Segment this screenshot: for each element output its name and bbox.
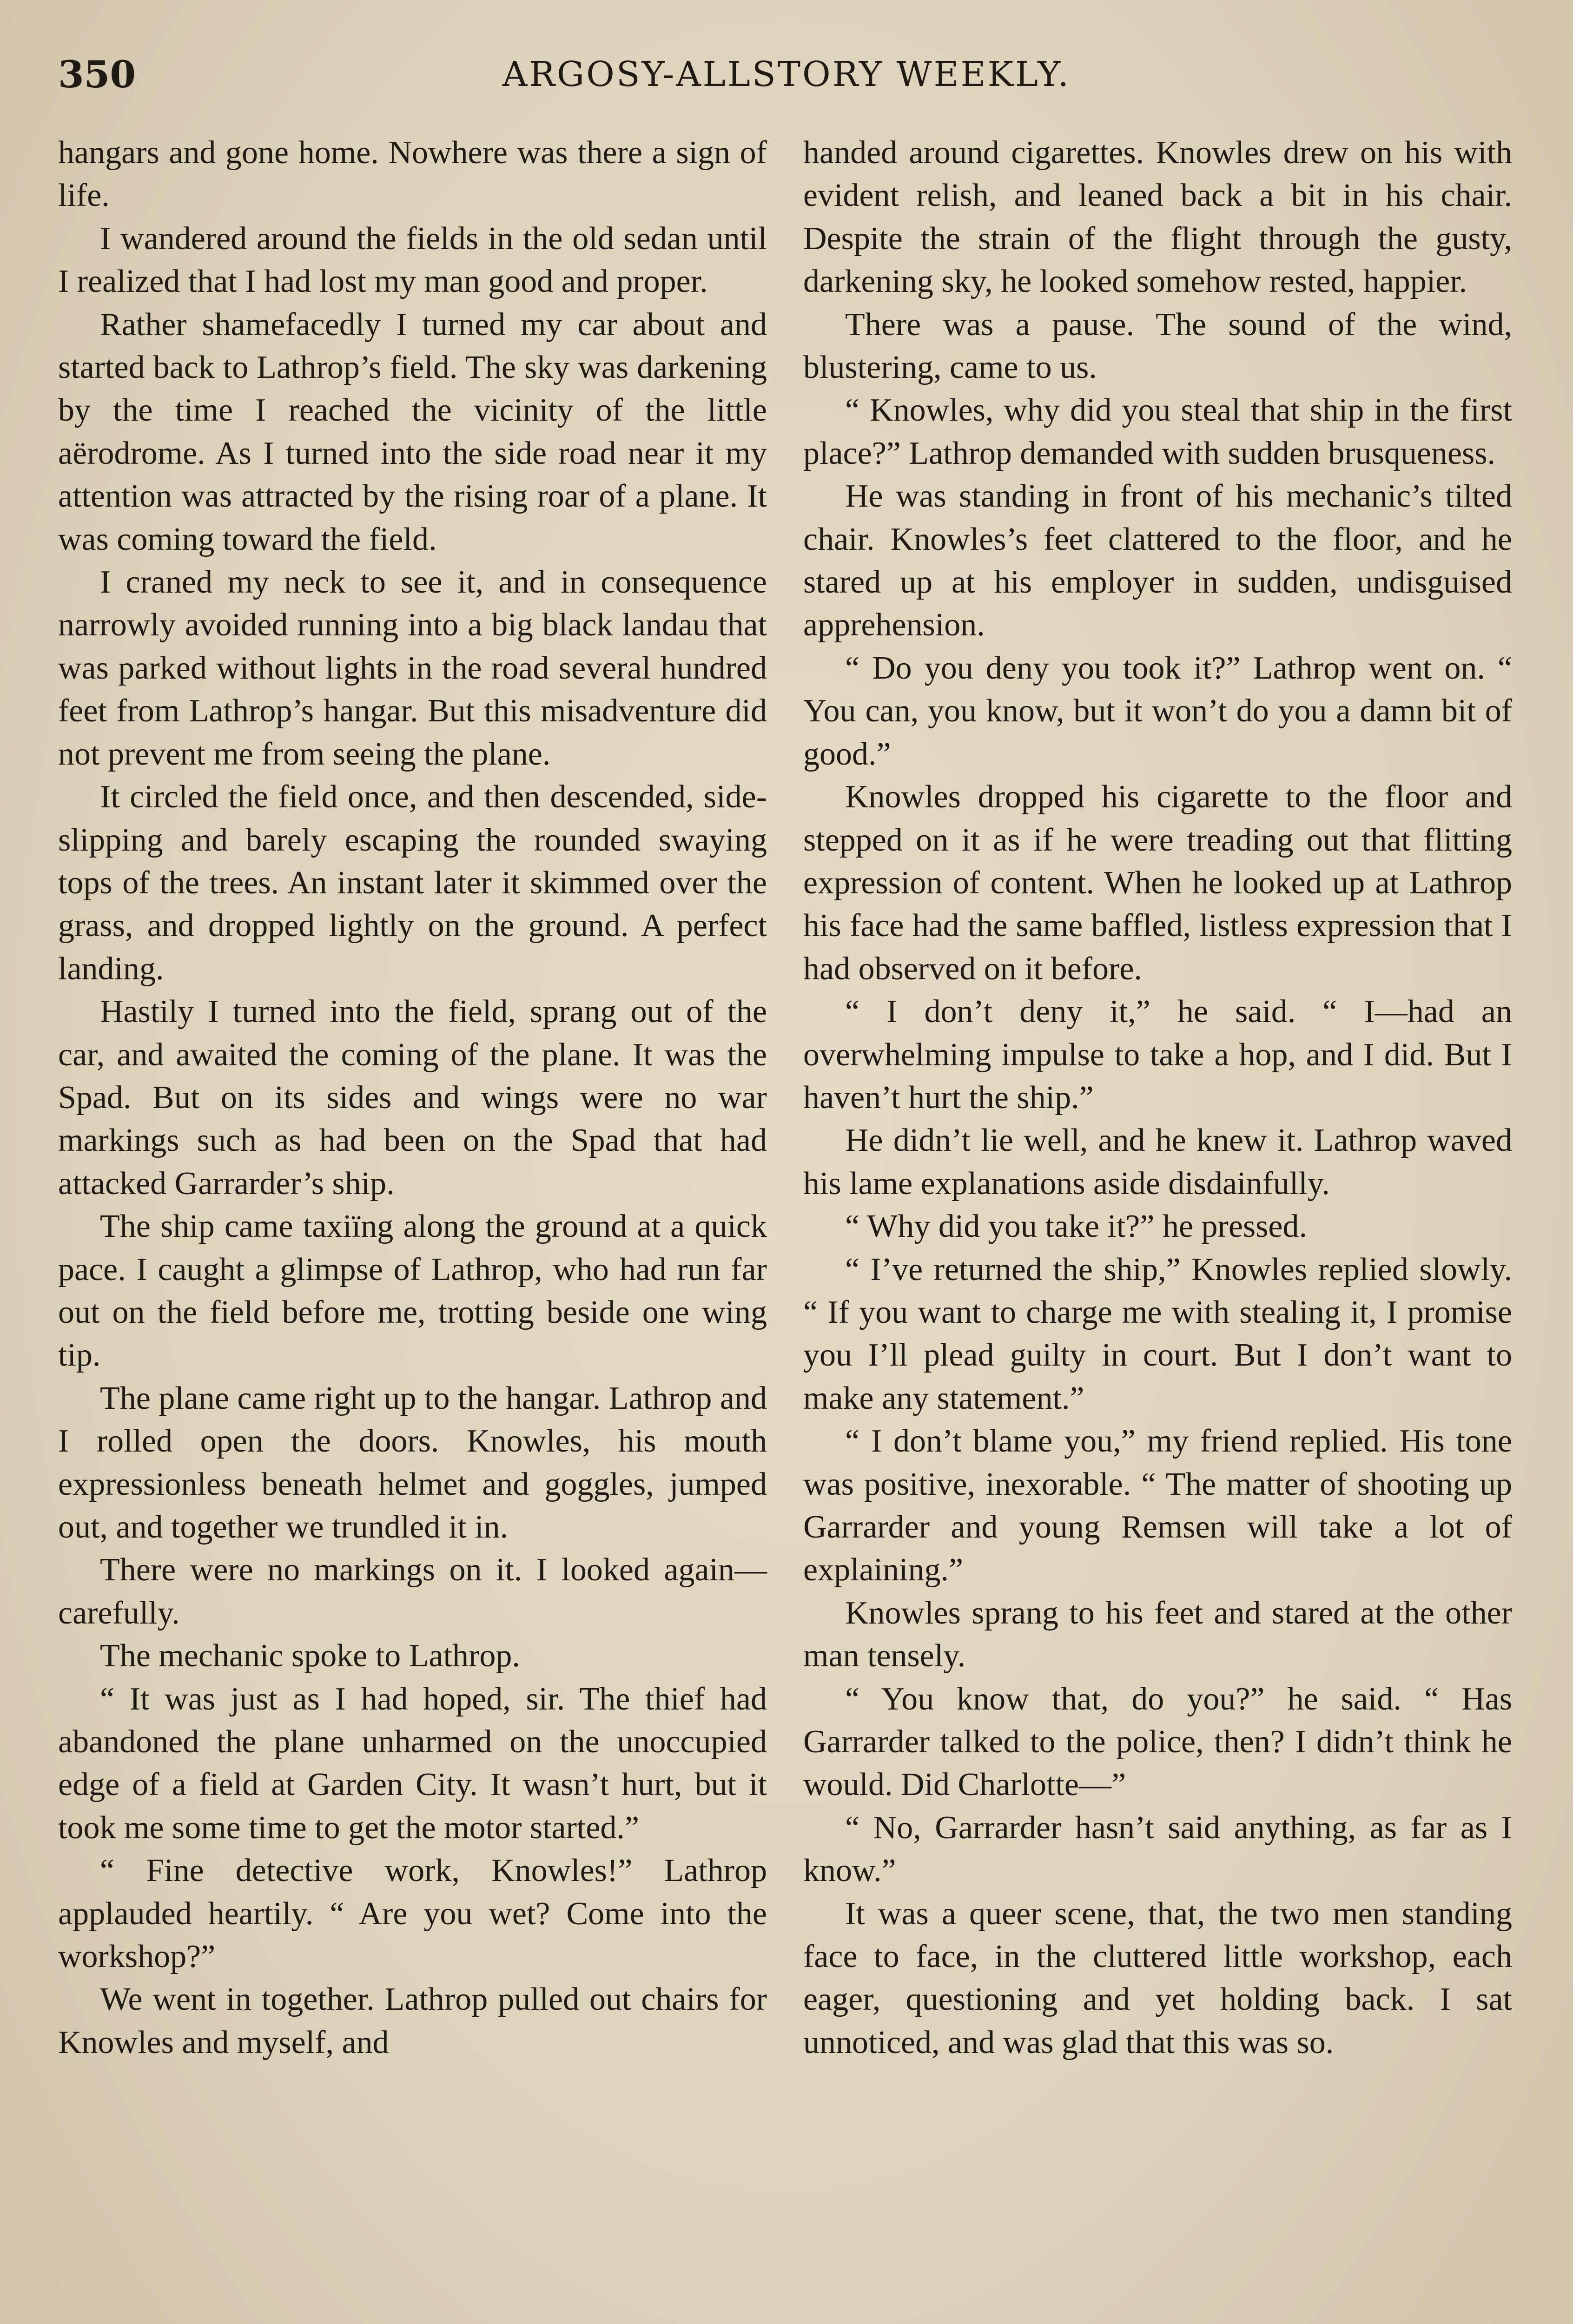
paragraph: The mechanic spoke to Lathrop. <box>100 1638 520 1674</box>
paragraph: “ It was just as I had hoped, sir. The thief had abandoned the plane unharmed on the unoccupied edge of a field at Garden City. It wasn’t hurt, but it took me some time to get the motor started.” <box>58 1681 767 1846</box>
paragraph: “ No, Garrarder hasn’t said anything, as far as I know.” <box>803 1809 1512 1889</box>
paragraph: Knowles sprang to his feet and stared at the other man tensely. <box>803 1595 1512 1674</box>
paragraph: “ Fine detective work, Knowles!” Lathrop applauded heartily. “ Are you wet? Come into the workshop?” <box>58 1853 767 1975</box>
paragraph: Rather shamefacedly I turned my car about and started back to Lathrop’s field. The sky was darkening by the time I reached the vicinity of the little aërodrome. As I turned into the side road near it my attention was attracted by the rising roar of a plane. It was coming toward the field. <box>58 306 767 557</box>
left-column <box>58 132 767 2064</box>
page-number: 350 <box>58 53 136 96</box>
paragraph: handed around cigarettes. Knowles drew on his with evident relish, and leaned back a bit in his chair. Despite the strain of the flight through the gusty, darkening sky, he looked somehow rested, happier. <box>803 135 1512 300</box>
paragraph: Hastily I turned into the field, sprang out of the car, and awaited the coming of the plane. It was the Spad. But on its sides and wings were no war markings such as had been on the Spad that had attacked Garrarder’s ship. <box>58 994 767 1202</box>
paragraph: hangars and gone home. Nowhere was there a sign of life. <box>58 135 767 214</box>
paragraph: There were no markings on it. I looked again—carefully. <box>58 1552 767 1631</box>
paragraph: “ Do you deny you took it?” Lathrop went on. “ You can, you know, but it won’t do you a damn bit of good.” <box>803 650 1512 772</box>
paragraph: “ Knowles, why did you steal that ship in the first place?” Lathrop demanded with sudden brusqueness. <box>803 392 1512 471</box>
paragraph: We went in together. Lathrop pulled out chairs for Knowles and myself, and <box>58 1981 767 2060</box>
running-title: ARGOSY-ALLSTORY WEEKLY. <box>502 54 1071 94</box>
paragraph: “ I don’t blame you,” my friend replied. His tone was positive, inexorable. “ The matter of shooting up Garrarder and young Remsen will take a lot of explaining.” <box>803 1423 1512 1588</box>
paragraph: “ I’ve returned the ship,” Knowles replied slowly. “ If you want to charge me with stealing it, I promise you I’ll plead guilty in court. But I don’t want to make any statement.” <box>803 1251 1512 1416</box>
paragraph: I craned my neck to see it, and in consequence narrowly avoided running into a big black landau that was parked without lights in the road several hundred feet from Lathrop’s hangar. But this misadventure did not prevent me from seeing the plane. <box>58 564 767 772</box>
paragraph: He didn’t lie well, and he knew it. Lathrop waved his lame explanations aside disdainfully. <box>803 1122 1512 1202</box>
paragraph: “ You know that, do you?” he said. “ Has Garrarder talked to the police, then? I didn’t think he would. Did Charlotte—” <box>803 1681 1512 1803</box>
paragraph: It was a queer scene, that, the two men standing face to face, in the cluttered little workshop, each eager, questioning and yet holding back. I sat unnoticed, and was glad that this was so. <box>803 1895 1512 2060</box>
paragraph: “ I don’t deny it,” he said. “ I—had an overwhelming impulse to take a hop, and I did. But I haven’t hurt the ship.” <box>803 994 1512 1116</box>
paragraph: There was a pause. The sound of the wind, blustering, came to us. <box>803 306 1512 386</box>
paragraph: It circled the field once, and then descended, side-slipping and barely escaping the rounded swaying tops of the trees. An instant later it skimmed over the grass, and dropped lightly on the ground. A perfect landing. <box>58 779 767 987</box>
paragraph: “ Why did you take it?” he pressed. <box>845 1208 1307 1245</box>
paragraph: Knowles dropped his cigarette to the floor and stepped on it as if he were treading out that flitting expression of content. When he looked up at Lathrop his face had the same baffled, listless expression that I had observed on it before. <box>803 779 1512 987</box>
page-header <box>58 49 1515 100</box>
paragraph: The plane came right up to the hangar. Lathrop and I rolled open the doors. Knowles, his mouth expressionless beneath helmet and goggles, jumped out, and together we trundled it in. <box>58 1380 767 1545</box>
paragraph: I wandered around the fields in the old sedan until I realized that I had lost my man good and proper. <box>58 220 767 300</box>
paragraph: He was standing in front of his mechanic’s tilted chair. Knowles’s feet clattered to the floor, and he stared up at his employer in sudden, undisguised apprehension. <box>803 478 1512 643</box>
right-column <box>803 132 1512 2064</box>
paragraph: The ship came taxiïng along the ground at a quick pace. I caught a glimpse of Lathrop, who had run far out on the field before me, trotting beside one wing tip. <box>58 1208 767 1373</box>
